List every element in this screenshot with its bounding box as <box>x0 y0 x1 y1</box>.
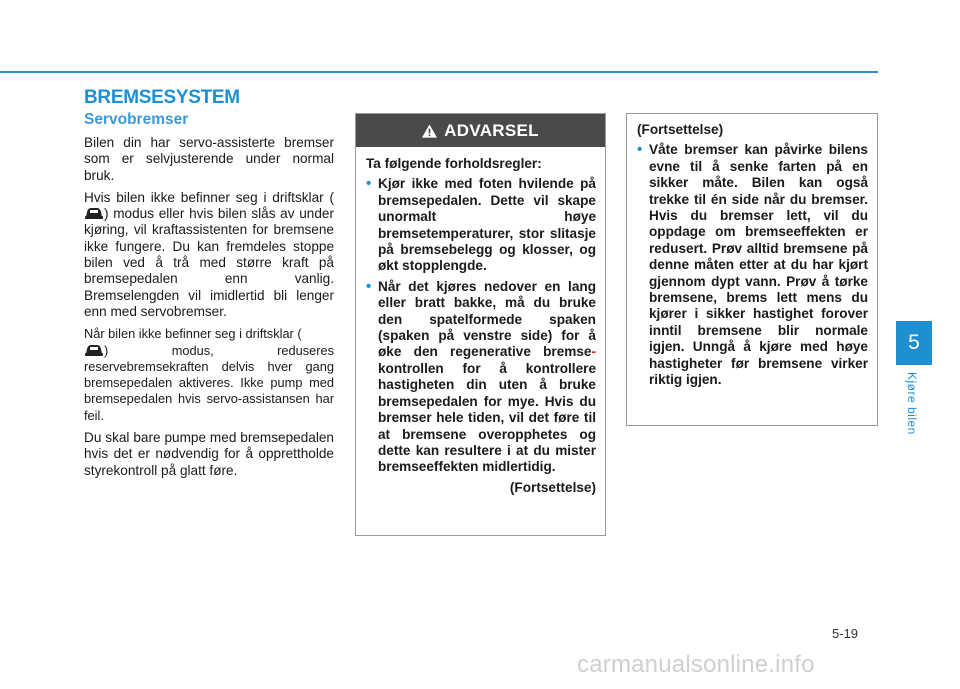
paragraph-pump: Du skal bare pumpe med bremsepedalen hvis det er nødvendig for å opprettholde styrekontroll på glatt føre. <box>84 430 334 478</box>
warning-item <box>366 279 596 476</box>
paragraph-reserve-start: Når bilen ikke befinner seg i driftsklar ( <box>84 326 302 342</box>
paragraph-driftsklar <box>84 190 334 320</box>
car-icon <box>84 206 104 221</box>
car-icon <box>84 343 104 358</box>
warning-item: • Våte bremser kan påvirke bilens evne til å senke farten på en sikker måte. Bilen kan også trekke til én side når du bremser. Hvis du bremser lett, vil du oppdage om bremseeffekten er redusert. Prøv alltid bremsene på denne måten etter at du har kjørt gjennom dypt vann. Prøv å tørke bremsene, brems lett mens du kjører i sikker hastighet forover inntil bremsene blir normale igjen. Unngå å kjøre med høye hastigheter før bremsene virker riktig igjen. <box>637 142 868 388</box>
watermark: carmanualsonline.info <box>577 651 815 678</box>
paragraph-reserve-end: ) modus, reduseres reservebremsekraften delvis hver gang bremsepedalen aktiveres. Ikke pump med bremsepedalen hvis servo-assistansen har feil. <box>84 342 334 423</box>
warning-item-start: Når det kjøres nedover en lang eller bratt bakke, må du bruke den spatelformede spaken (spaken på venstre side) for å øke den regenerative bremse <box>378 278 596 360</box>
continued-label: (Fortsettelse) <box>509 479 596 495</box>
paragraph-driftsklar-end: ) modus eller hvis bilen slås av under kjøring, vil kraftassistenten for bremsene ikke fungere. Du kan fremdeles stoppe bilen ved å trå med større kraft på bremsepedalen enn vanlig. Bremselengden vil imidlertid bli lenger enn med servobremser. <box>84 206 334 319</box>
paragraph-reserve <box>84 326 334 424</box>
sub-title: Servobremser <box>84 111 189 128</box>
chapter-label: Kjøre bilen <box>905 372 919 435</box>
warning-triangle-icon <box>422 124 437 138</box>
body-column <box>84 135 334 485</box>
warning-body <box>356 147 605 496</box>
section-title: BREMSESYSTEM <box>84 87 240 108</box>
header-rule <box>0 71 878 73</box>
warning-item-end: kontrollen for å kontrollere hastigheten din uten å bruke bremsepedalen for mye. Hvis du bremser hele tiden, vil det føre til at bremsene overopphetes og dette kan resultere i at du mister bremseeffekten midlertidig. <box>378 360 596 475</box>
warning-header <box>356 114 605 147</box>
continued-lead: (Fortsettelse) <box>637 122 724 137</box>
warning-list <box>366 176 596 475</box>
paragraph-intro: Bilen din har servo-assisterte bremser som er selvjusterende under normal bruk. <box>84 135 334 183</box>
warning-continued-box <box>626 113 878 426</box>
warning-continued-list <box>637 142 868 388</box>
chapter-tab: 5 <box>896 321 932 365</box>
warning-lead: Ta følgende forholdsregler: <box>366 156 542 171</box>
warning-item: • Kjør ikke med foten hvilende på bremsepedalen. Dette vil skape unormalt høye bremsetemperaturer, stor slitasje på bremsebelegg og klosser, og økt stopplengde. <box>366 176 596 274</box>
paragraph-driftsklar-start: Hvis bilen ikke befinner seg i driftsklar ( <box>84 189 334 205</box>
warning-box <box>355 113 606 536</box>
warning-continued-body <box>627 114 877 389</box>
page-number: 5-19 <box>832 626 859 641</box>
hyphen-mark: - <box>591 344 596 360</box>
warning-header-label: ADVARSEL <box>444 120 539 140</box>
